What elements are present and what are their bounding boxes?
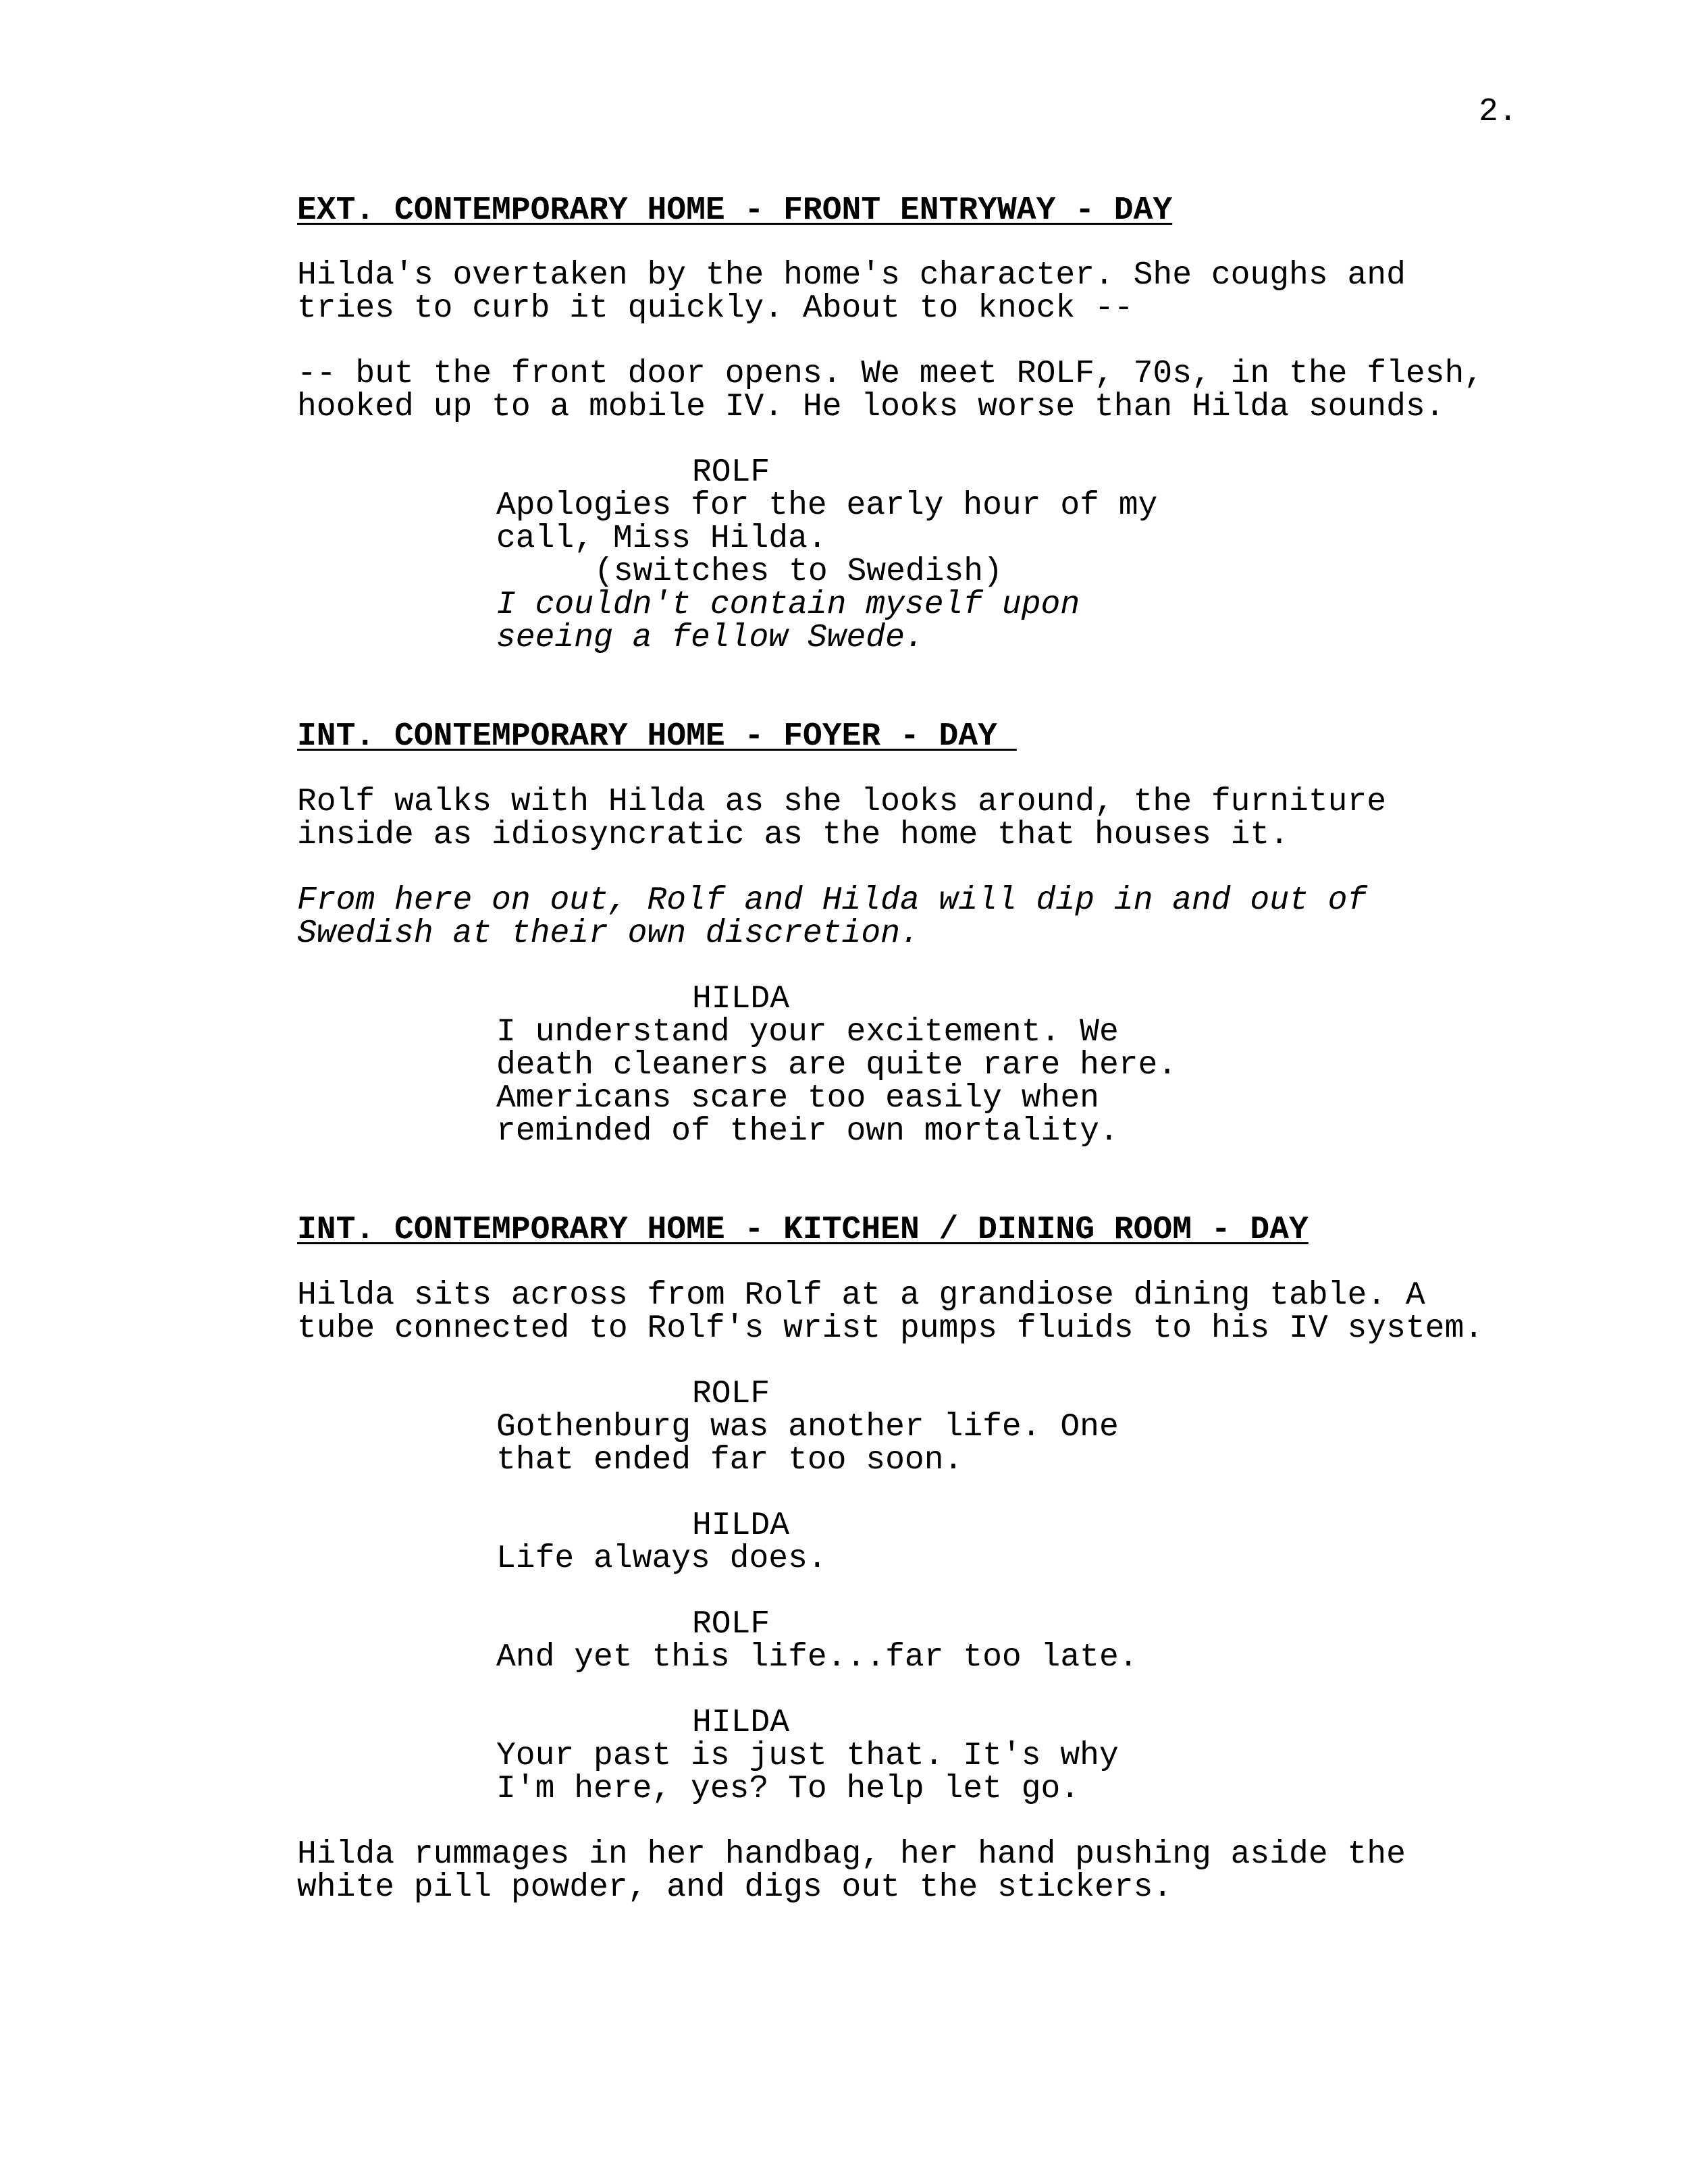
dialogue-line: death cleaners are quite rare here. (496, 1047, 1178, 1084)
scene-heading-2: INT. CONTEMPORARY HOME - FOYER - DAY (297, 718, 1017, 755)
character-name-rolf: ROLF (692, 1606, 770, 1643)
character-name-hilda: HILDA (692, 981, 790, 1017)
action-line: tries to curb it quickly. About to knock -- (297, 290, 1134, 327)
action-line: hooked up to a mobile IV. He looks worse than Hilda sounds. (297, 389, 1445, 425)
dialogue-line: call, Miss Hilda. (496, 521, 827, 557)
parenthetical: (switches to Swedish) (594, 554, 1003, 590)
action-line-italic: From here on out, Rolf and Hilda will dip in and out of (297, 882, 1367, 919)
action-line: -- but the front door opens. We meet ROLF, 70s, in the flesh, (297, 356, 1484, 392)
action-line: tube connected to Rolf's wrist pumps fluids to his IV system. (297, 1310, 1484, 1347)
dialogue-line: Your past is just that. It's why (496, 1738, 1119, 1774)
character-name-rolf: ROLF (692, 1376, 770, 1412)
character-name-hilda: HILDA (692, 1508, 790, 1544)
scene-heading-1: EXT. CONTEMPORARY HOME - FRONT ENTRYWAY - DAY (297, 192, 1173, 229)
dialogue-line: I'm here, yes? To help let go. (496, 1771, 1080, 1807)
action-line: Hilda's overtaken by the home's character. She coughs and (297, 257, 1406, 294)
dialogue-line: that ended far too soon. (496, 1442, 964, 1479)
dialogue-line: Gothenburg was another life. One (496, 1409, 1119, 1445)
action-line: inside as idiosyncratic as the home that houses it. (297, 817, 1290, 853)
action-line: Hilda sits across from Rolf at a grandiose dining table. A (297, 1277, 1425, 1314)
action-line-italic: Swedish at their own discretion. (297, 915, 920, 952)
page-number: 2. (1479, 94, 1518, 130)
dialogue-line: Life always does. (496, 1541, 827, 1577)
character-name-hilda: HILDA (692, 1705, 790, 1741)
dialogue-line-italic: I couldn't contain myself upon (496, 587, 1080, 623)
dialogue-line: Americans scare too easily when (496, 1080, 1099, 1117)
action-line: white pill powder, and digs out the stickers. (297, 1869, 1173, 1906)
dialogue-line-italic: seeing a fellow Swede. (496, 620, 924, 656)
scene-heading-3: INT. CONTEMPORARY HOME - KITCHEN / DINING ROOM - DAY (297, 1212, 1309, 1248)
dialogue-line: Apologies for the early hour of my (496, 487, 1158, 524)
character-name-rolf: ROLF (692, 454, 770, 491)
dialogue-line: reminded of their own mortality. (496, 1113, 1119, 1150)
action-line: Rolf walks with Hilda as she looks around, the furniture (297, 784, 1387, 820)
dialogue-line: And yet this life...far too late. (496, 1639, 1138, 1676)
action-line: Hilda rummages in her handbag, her hand pushing aside the (297, 1836, 1406, 1873)
dialogue-line: I understand your excitement. We (496, 1014, 1119, 1050)
